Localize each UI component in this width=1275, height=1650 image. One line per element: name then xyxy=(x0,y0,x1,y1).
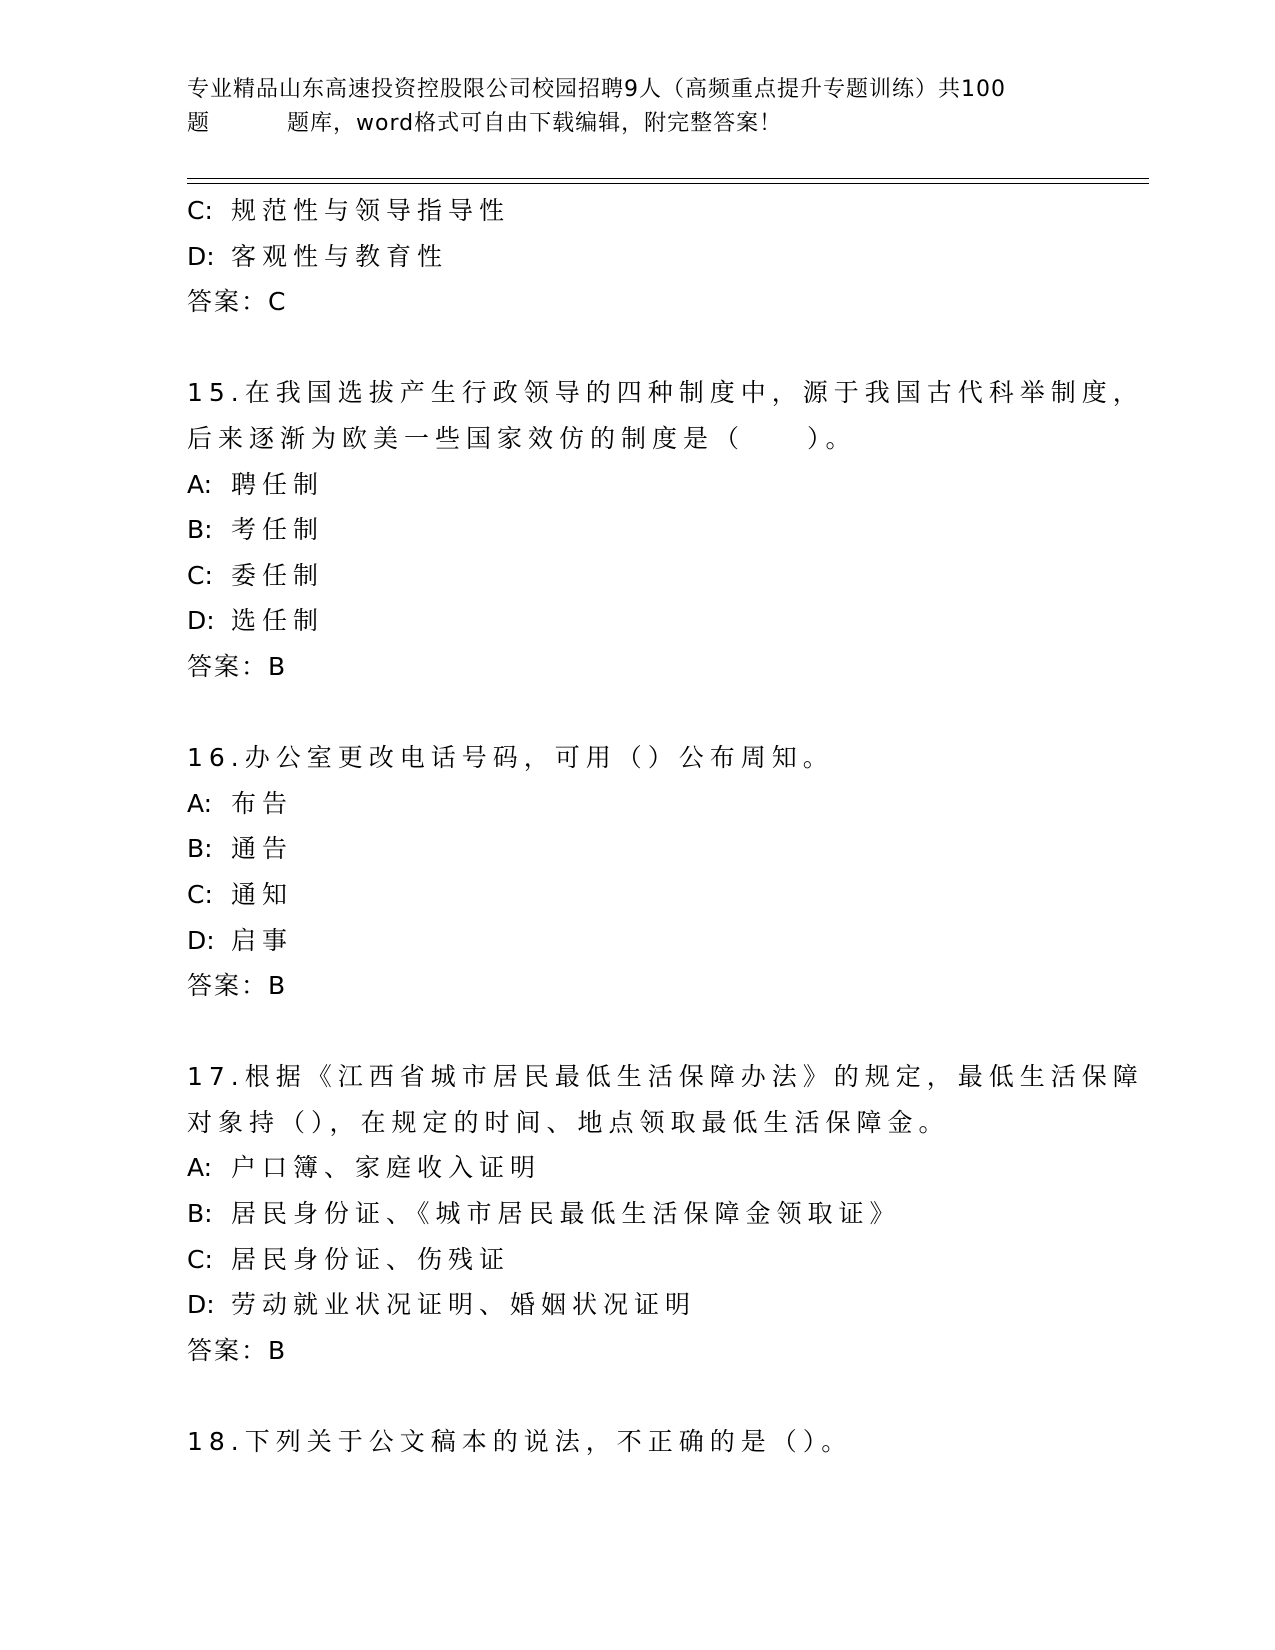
question-14-continued xyxy=(187,188,1147,325)
option-key: A: xyxy=(187,788,213,818)
answer-line: 答案：B xyxy=(187,971,288,1001)
option-line xyxy=(187,507,1147,553)
question-stem-line: 16.办公室更改电话号码，可用（）公布周知。 xyxy=(187,743,834,773)
question-stem-line: 17.根据《江西省城市居民最低生活保障办法》的规定，最低生活保障 xyxy=(187,1062,1144,1092)
option-text: 客观性与教育性 xyxy=(231,241,449,271)
option-key: B: xyxy=(187,1199,213,1229)
header-title-line-2-left: 题 xyxy=(187,111,211,136)
option-text: 考任制 xyxy=(231,515,325,545)
option-line xyxy=(187,826,1147,872)
header-title-line-2-right: 题库，word格式可自由下载编辑，附完整答案！ xyxy=(287,111,783,136)
answer-line: 答案：B xyxy=(187,651,288,681)
question-stem-line: 15.在我国选拔产生行政领导的四种制度中，源于我国古代科举制度， xyxy=(187,378,1144,408)
question-stem-line: 后来逐渐为欧美一些国家效仿的制度是（ ）。 xyxy=(187,423,857,453)
option-line xyxy=(187,553,1147,599)
option-key: D: xyxy=(187,606,215,636)
option-key: D: xyxy=(187,925,215,955)
option-line xyxy=(187,188,1147,234)
option-key: B: xyxy=(187,834,213,864)
option-text: 规范性与领导指导性 xyxy=(231,196,511,225)
option-line xyxy=(187,1282,1147,1328)
question-16 xyxy=(187,735,1147,1009)
option-text: 启事 xyxy=(231,925,294,955)
option-key: D: xyxy=(187,1290,215,1320)
option-text: 户口簿、家庭收入证明 xyxy=(231,1153,542,1183)
question-stem-line: 对象持（），在规定的时间、地点领取最低生活保障金。 xyxy=(187,1107,950,1137)
option-line xyxy=(187,234,1147,280)
header-divider-bottom xyxy=(187,183,1149,184)
option-key: A: xyxy=(187,469,213,499)
option-key: A: xyxy=(187,1153,213,1183)
option-text: 居民身份证、伤残证 xyxy=(231,1244,511,1274)
option-text: 聘任制 xyxy=(231,469,325,499)
option-key: C: xyxy=(187,1244,213,1274)
option-line xyxy=(187,598,1147,644)
question-17 xyxy=(187,1054,1147,1373)
option-key: C: xyxy=(187,196,213,225)
option-line xyxy=(187,918,1147,964)
option-line xyxy=(187,1237,1147,1283)
option-key: B: xyxy=(187,515,213,545)
question-15 xyxy=(187,370,1147,689)
option-line xyxy=(187,462,1147,508)
option-line xyxy=(187,1145,1147,1191)
option-text: 居民身份证、《城市居民最低生活保障金领取证》 xyxy=(231,1199,901,1229)
question-18 xyxy=(187,1419,1147,1465)
page-header xyxy=(187,73,1087,141)
option-key: C: xyxy=(187,879,213,909)
option-line xyxy=(187,872,1147,918)
spacer xyxy=(187,325,1147,371)
option-text: 选任制 xyxy=(231,606,325,636)
document-body xyxy=(187,188,1147,1465)
option-line xyxy=(187,781,1147,827)
header-title-line-1: 专业精品山东高速投资控股限公司校园招聘9人（高频重点提升专题训练）共100 xyxy=(187,77,1006,102)
spacer xyxy=(187,1373,1147,1419)
spacer xyxy=(187,1009,1147,1055)
answer-line: 答案：B xyxy=(187,1335,288,1365)
answer-line: 答案：C xyxy=(187,287,288,317)
option-text: 通知 xyxy=(231,879,294,909)
header-divider-top xyxy=(187,178,1149,179)
header-title-line-2 xyxy=(187,107,1087,141)
option-text: 委任制 xyxy=(231,560,325,590)
question-stem-line: 18.下列关于公文稿本的说法，不正确的是（）。 xyxy=(187,1427,853,1457)
option-key: D: xyxy=(187,241,215,271)
option-line xyxy=(187,1191,1147,1237)
option-key: C: xyxy=(187,560,213,590)
option-text: 布告 xyxy=(231,788,294,818)
option-text: 通告 xyxy=(231,834,294,864)
option-text: 劳动就业状况证明、婚姻状况证明 xyxy=(231,1290,697,1320)
spacer xyxy=(187,690,1147,736)
